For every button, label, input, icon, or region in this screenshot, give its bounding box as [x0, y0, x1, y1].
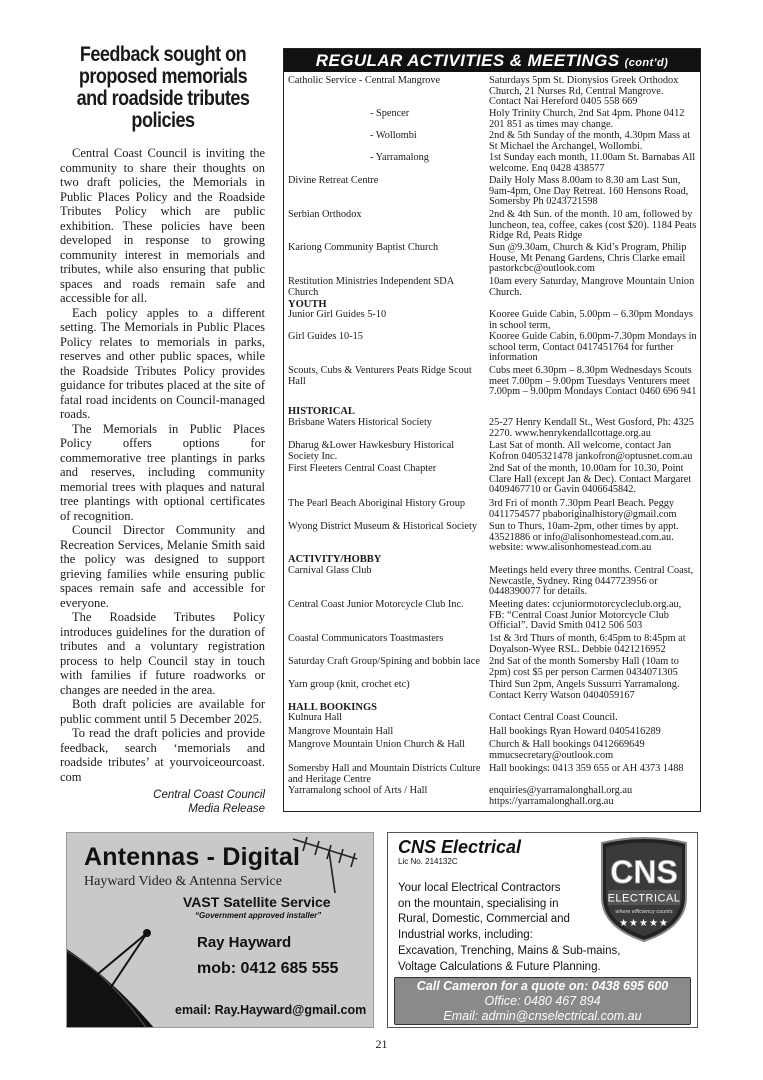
cns-body-line: Your local Electrical Contractors — [398, 882, 561, 894]
activity-name: - Spencer — [370, 108, 410, 119]
activity-name: First Fleeters Central Coast Chapter — [288, 463, 437, 474]
activity-details: Saturdays 5pm St. Dionysios Greek Orthodox Church, 21 Nurses Rd, Central Mangrove. Contact Nai Hereford 0405 558 669 — [489, 75, 679, 108]
signature-type: Media Release — [188, 803, 265, 815]
cns-body-line: Rural, Domestic, Commercial and — [398, 913, 570, 926]
cns-logo-text: CNS — [610, 854, 678, 890]
activity-name: Central Coast Junior Motorcycle Club Inc. — [288, 599, 464, 610]
antennas-email: email: Ray.Hayward@gmail.com — [175, 1003, 367, 1017]
activity-name: Yarn group (knit, crochet etc) — [288, 679, 410, 690]
activity-details: 2nd Sat of the month, 10.00am for 10.30, Point Clare Hall (except Jan & Dec). Contact Margaret 0409467710 or Gavin 0406645842. — [489, 463, 692, 496]
activity-name: Scouts, Cubs & Venturers Peats Ridge Scout Hall — [288, 365, 472, 387]
article-title: Feedback sought on proposed memorials and roadside tributes policies — [76, 43, 250, 132]
activity-name: Yarramalong school of Arts / Hall — [288, 785, 428, 796]
article-body — [60, 146, 265, 784]
activity-name: Saturday Craft Group/Spining and bobbin lace — [288, 656, 480, 667]
activity-name: Catholic Service - Central Mangrove — [288, 75, 441, 86]
activity-details: Cubs meet 6.30pm – 8.30pm Wednesdays Scouts meet 7.00pm – 9.00pm Tuesdays Venturers meet 7.00pm – 9.00pm Mondays Contact 0460 696 941 — [489, 365, 697, 398]
activity-details: Sun @9.30am, Church & Kid’s Program, Philip House, Mt Penang Gardens, Chris Clarke email pastorkcbc@outlook.com — [489, 242, 687, 275]
activities-header — [284, 49, 700, 72]
antennas-mobile: mob: 0412 685 555 — [197, 960, 339, 977]
activity-name: Restitution Ministries Independent SDA Church — [288, 276, 454, 298]
cns-body-line: Industrial works, including: — [398, 929, 533, 942]
cns-call: Call Cameron for a quote on: 0438 695 600 — [416, 979, 669, 993]
activity-details: Hall bookings Ryan Howard 0405416289 — [489, 726, 661, 737]
activity-name: - Wollombi — [370, 130, 417, 141]
activity-details: Third Sun 2pm, Angels Sussurri Yarramalong. Contact Kerry Watson 0404059167 — [489, 679, 680, 701]
section-heading-activity: ACTIVITY/HOBBY — [288, 554, 382, 565]
antennas-title: Antennas - Digital — [84, 843, 301, 871]
cns-logo-subtext: ELECTRICAL — [607, 892, 681, 905]
activity-details: Sun to Thurs, 10am-2pm, other times by appt. 43521886 or info@alisonhomestead.com.au. website: www.alisonhomestead.com.au — [489, 521, 679, 554]
activity-details: Meetings held every three months. Central Coast, Newcastle, Sydney. Ring 0447723956 or 0448390077 for details. — [489, 565, 694, 598]
activity-details: Holy Trinity Church, 2nd Sat 4pm. Phone 0412 201 851 as times may change. — [489, 108, 685, 130]
activity-name: Serbian Orthodox — [288, 209, 362, 220]
activity-name: Junior Girl Guides 5-10 — [288, 309, 387, 320]
activity-name: Brisbane Waters Historical Society — [288, 417, 432, 428]
activity-details: Contact Central Coast Council. — [489, 712, 618, 723]
antennas-advert — [66, 832, 374, 1028]
activity-details: 25-27 Henry Kendall St., West Gosford, Ph: 4325 2270. www.henrykendallcottage.org.au — [489, 417, 694, 439]
activity-details: 2nd & 5th Sunday of the month, 4.30pm Mass at St Michael the Archangel, Wollombi. — [489, 130, 691, 152]
signature-org: Central Coast Council — [153, 789, 265, 801]
antennas-vast: VAST Satellite Service — [183, 894, 331, 910]
activity-details: enquiries@yarramalonghall.org.au https://yarramalonghall.org.au — [489, 785, 633, 807]
activity-details: Hall bookings: 0413 359 655 or AH 4373 1488 — [489, 763, 684, 774]
antennas-gov-note: “Government approved installer” — [195, 911, 322, 920]
cns-contact-bar — [394, 977, 691, 1025]
activities-table — [283, 48, 701, 812]
activity-name: Girl Guides 10-15 — [288, 331, 363, 342]
activity-details: Daily Holy Mass 8.00am to 8.30 am Last Sun, 9am-4pm, One Day Retreat. 160 Hensons Road, Somersby Ph 0243721598 — [489, 175, 689, 208]
activity-details: Kooree Guide Cabin, 5.00pm – 6.30pm Mondays in school term, — [489, 309, 693, 331]
antennas-subtitle: Hayward Video & Antenna Service — [84, 874, 282, 889]
activity-name: Coastal Communicators Toastmasters — [288, 633, 444, 644]
section-heading-historical: HISTORICAL — [288, 406, 355, 417]
cns-description — [398, 881, 648, 975]
section-heading-youth: YOUTH — [288, 299, 327, 310]
article-paragraph: Both draft policies are available for public comment until 5 December 2025. — [60, 697, 265, 726]
activity-details: Last Sat of month. All welcome, contact Jan Kofron 0405321478 jankofron@optusnet.com.au — [489, 440, 693, 462]
cns-title: CNS Electrical — [398, 837, 522, 857]
cns-office: Office: 0480 467 894 — [484, 994, 601, 1008]
activity-name: Carnival Glass Club — [288, 565, 372, 576]
article-paragraph: Council Director Community and Recreation Services, Melanie Smith said the policy was designed to support grieving families while ensuring public spaces remain safe and accessible for everyone. — [60, 523, 265, 610]
activity-name: Mangrove Mountain Hall — [288, 726, 394, 737]
article — [60, 44, 265, 816]
article-signature — [60, 788, 265, 816]
cns-body-line: Voltage Calculations & Future Planning. — [398, 960, 601, 973]
activity-details: Kooree Guide Cabin, 6.00pm-7.30pm Mondays in school term, Contact 0417451764 for further information — [489, 331, 697, 364]
activity-details: Meeting dates: ccjuniormotorcycleclub.org.au, FB: “Central Coast Junior Motorcycle Club Official”. David Smith 0412 506 503 — [489, 599, 682, 632]
activity-name: Kulnura Hall — [288, 712, 343, 723]
cns-electrical-advert — [387, 832, 698, 1028]
article-paragraph: To read the draft policies and provide feedback, search ‘memorials and roadside tributes’ at yourvoiceourcoast. com — [60, 726, 265, 784]
activity-name: Divine Retreat Centre — [288, 175, 379, 186]
cns-logo-stars: ★★★★★ — [619, 918, 669, 929]
activity-details: 1st Sunday each month, 11.00am St. Barnabas All welcome. Enq 0428 438577 — [489, 152, 696, 174]
activity-details: 1st & 3rd Thurs of month, 6:45pm to 8:45pm at Doyalson-Wyee RSL. Debbie 0421216952 — [489, 633, 686, 655]
activity-details: 2nd Sat of the month Somersby Hall (10am to 2pm) cost $5 per person Carmen 0434071305 — [489, 656, 679, 678]
section-heading-hall: HALL BOOKINGS — [288, 702, 377, 713]
cns-email: Email: admin@cnselectrical.com.au — [443, 1009, 642, 1023]
activity-name: Dharug &Lower Hawkesbury Historical Society Inc. — [288, 440, 455, 462]
activity-name: Somersby Hall and Mountain Districts Culture and Heritage Centre — [288, 763, 481, 785]
cns-logo-tagline: where efficiency counts — [615, 909, 673, 915]
antennas-contact-name: Ray Hayward — [197, 934, 292, 951]
activity-name: - Yarramalong — [370, 152, 429, 163]
article-paragraph: The Roadside Tributes Policy introduces guidelines for the duration of tributes and a voluntary registration process to help Council stay in touch with families if future roadworks or changes are needed in the area. — [60, 610, 265, 697]
activities-header-title: REGULAR ACTIVITIES & MEETINGS — [315, 51, 620, 70]
article-paragraph: Central Coast Council is inviting the community to share their thoughts on two draft policies, the Memorials in Public Places Policy and the Roadside Tributes Policy which are public exhibition. These policies have been developed in response to growing community interest in memorials and tributes, while also ensuring that public spaces and roads remain safe and accessible for all. — [60, 146, 265, 305]
activity-details: Church & Hall bookings 0412669649 mmucsecretary@outlook.com — [489, 739, 645, 761]
activity-details: 2nd & 4th Sun. of the month. 10 am, followed by luncheon, tea, coffee, cakes (cost $20). 1184 Peats Ridge Rd, Peats Ridge — [489, 209, 697, 242]
activity-name: Kariong Community Baptist Church — [288, 242, 439, 253]
activity-name: The Pearl Beach Aboriginal History Group — [288, 498, 466, 509]
article-paragraph: Each policy apples to a different setting. The Memorials in Public Places Policy relates to memorials in parks, reserves and other public spaces, while the Roadside Tributes Policy provides guidance for tributes placed at the site of fatal road incidents on Council-managed roads. — [60, 305, 265, 421]
cns-body-line: on the mountain, specialising in — [398, 897, 559, 910]
activity-details: 10am every Saturday, Mangrove Mountain Union Church. — [489, 276, 695, 298]
activity-name: Mangrove Mountain Union Church & Hall — [288, 739, 466, 750]
activities-header-suffix: (cont’d) — [624, 57, 669, 69]
activity-name: Wyong District Museum & Historical Society — [288, 521, 477, 532]
activity-details: 3rd Fri of month 7.30pm Pearl Beach. Peggy 0411754577 pbaboriginalhistory@gmail.com — [489, 498, 677, 520]
page-number: 21 — [375, 1037, 388, 1051]
cns-body-line: Excavation, Trenching, Mains & Sub-mains, — [398, 944, 621, 957]
cns-licence: Lic No. 214132C — [398, 857, 458, 866]
article-paragraph: The Memorials in Public Places Policy offers options for commemorative tree plantings in parks and reserves, including community memorial trees with plaques and natural tree plantings with optional certificates of recognition. — [60, 421, 265, 523]
